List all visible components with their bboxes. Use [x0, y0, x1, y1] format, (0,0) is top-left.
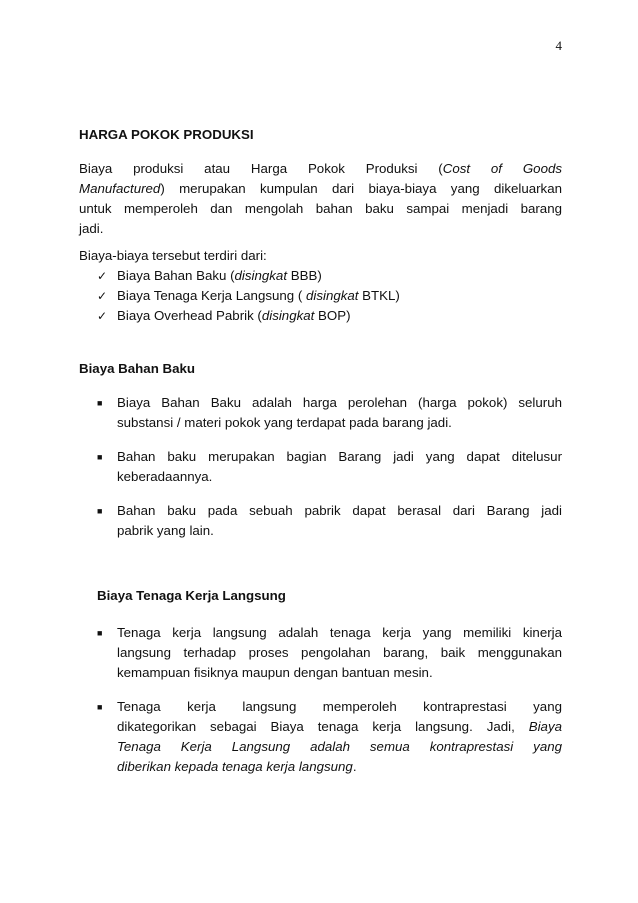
- check-icon: ✓: [97, 289, 108, 303]
- bullet-line: kemampuan fisiknya maupun dengan bantuan mesin.: [117, 665, 433, 680]
- check-icon: ✓: [97, 309, 108, 323]
- paragraph-line: untuk memperoleh dan mengolah bahan baku sampai menjadi barang: [79, 201, 562, 216]
- paragraph-line: Manufactured) merupakan kumpulan dari biaya-biaya yang dikeluarkan: [79, 181, 562, 196]
- bullet-line: Bahan baku merupakan bagian Barang jadi yang dapat ditelusur: [117, 449, 562, 464]
- page-number: 4: [555, 38, 562, 53]
- bullet-line: keberadaannya.: [117, 469, 213, 484]
- bullet-line: substansi / materi pokok yang terdapat pada barang jadi.: [117, 415, 452, 430]
- paragraph-line: jadi.: [79, 221, 104, 236]
- paragraph-line: Biaya produksi atau Harga Pokok Produksi (Cost of Goods: [79, 161, 563, 176]
- bullet-line: Biaya Bahan Baku adalah harga perolehan (harga pokok) seluruh: [117, 395, 562, 410]
- square-bullet-icon: ■: [97, 506, 103, 516]
- bullet-line: Tenaga kerja langsung adalah tenaga kerja yang memiliki kinerja: [117, 625, 562, 640]
- bullet-line: Tenaga kerja langsung memperoleh kontraprestasi yang: [117, 699, 562, 714]
- section-heading-hpp: HARGA POKOK PRODUKSI: [79, 127, 254, 142]
- checklist-intro: Biaya-biaya tersebut terdiri dari:: [79, 248, 267, 263]
- section-heading-tenaga-kerja: Biaya Tenaga Kerja Langsung: [97, 588, 286, 603]
- checklist-item: ✓ Biaya Overhead Pabrik (disingkat BOP): [97, 306, 351, 326]
- bullet-line: pabrik yang lain.: [117, 523, 214, 538]
- bullet-line: diberikan kepada tenaga kerja langsung.: [117, 759, 357, 774]
- bullet-line: langsung terhadap proses pengolahan barang, baik menggunakan: [117, 645, 562, 660]
- bullet-line: Bahan baku pada sebuah pabrik dapat berasal dari Barang jadi: [117, 503, 562, 518]
- bullet-line: dikategorikan sebagai Biaya tenaga kerja langsung. Jadi, Biaya: [117, 719, 562, 734]
- checklist-item: ✓ Biaya Tenaga Kerja Langsung ( disingkat BTKL): [97, 286, 400, 306]
- square-bullet-icon: ■: [97, 628, 103, 638]
- square-bullet-icon: ■: [97, 398, 103, 408]
- checklist-item: ✓ Biaya Bahan Baku (disingkat BBB): [97, 266, 322, 286]
- section-heading-bahan-baku: Biaya Bahan Baku: [79, 361, 196, 376]
- bullet-line: Tenaga Kerja Langsung adalah semua kontraprestasi yang: [117, 739, 562, 754]
- check-icon: ✓: [97, 269, 108, 283]
- square-bullet-icon: ■: [97, 452, 103, 462]
- square-bullet-icon: ■: [97, 702, 103, 712]
